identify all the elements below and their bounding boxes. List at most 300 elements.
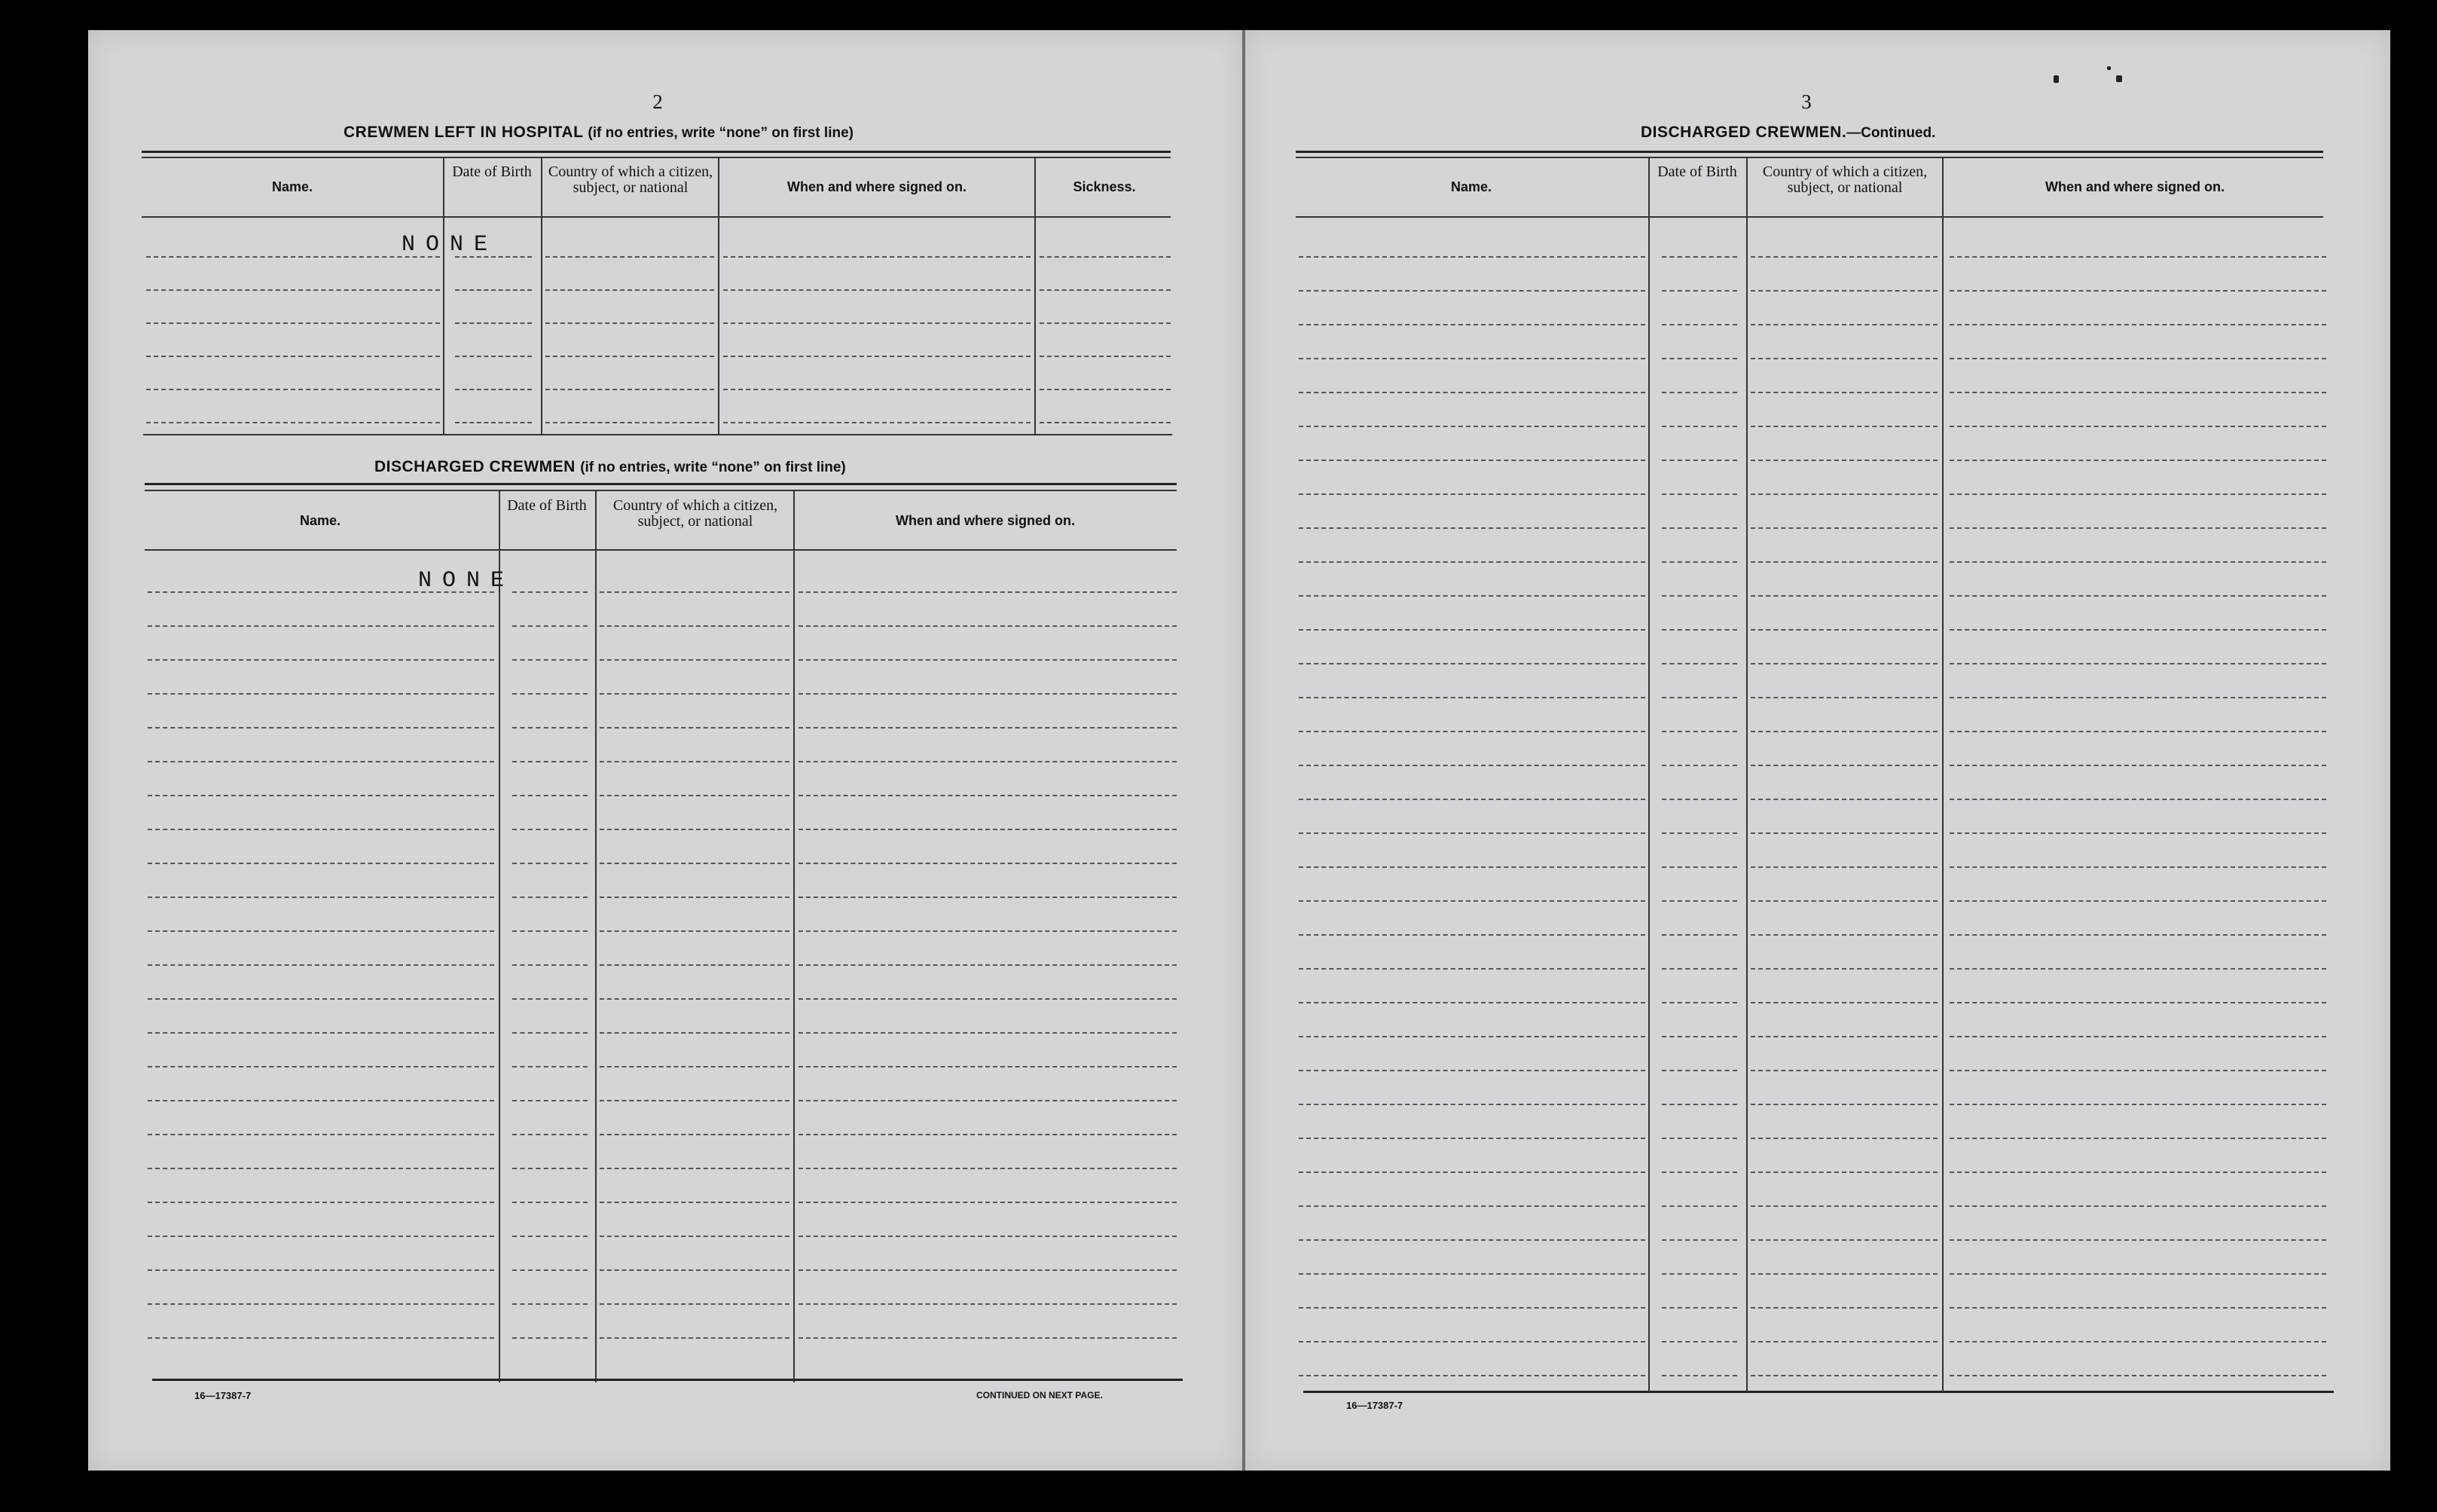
ruled-line xyxy=(1662,968,1737,970)
ruled-line xyxy=(148,795,494,796)
discharged-col-divider xyxy=(793,490,795,1382)
ruled-line xyxy=(1950,765,2326,766)
ruled-line xyxy=(1299,1205,1645,1207)
ruled-line xyxy=(799,1236,1177,1237)
hospital-header-dob: Date of Birth xyxy=(452,163,532,180)
ruled-line xyxy=(1751,663,1938,664)
ruled-line xyxy=(1662,1273,1737,1275)
ruled-line xyxy=(600,1236,789,1237)
ruled-line xyxy=(512,1032,588,1034)
ruled-line xyxy=(1662,392,1737,393)
ruled-line xyxy=(512,591,588,593)
ruled-line xyxy=(1751,731,1938,732)
ruled-line xyxy=(1950,1070,2326,1071)
ruled-line xyxy=(148,727,494,729)
ruled-line xyxy=(1950,866,2326,868)
ruled-line xyxy=(545,289,714,291)
ruled-line xyxy=(1751,1239,1938,1241)
ruled-line xyxy=(600,1303,789,1305)
ruled-line xyxy=(723,356,1031,357)
ruled-line xyxy=(1662,1307,1737,1309)
ruled-line xyxy=(1950,1375,2326,1376)
ruled-line xyxy=(1950,1239,2326,1241)
ruled-line xyxy=(512,795,588,796)
ruled-line xyxy=(723,289,1031,291)
right-header-country: Country of which a citizen, subject, or national xyxy=(1762,163,1928,196)
discharged-top-rule-2 xyxy=(145,490,1177,491)
right-top-rule-2 xyxy=(1296,157,2323,158)
ruled-line xyxy=(1662,900,1737,902)
hospital-title-text: CREWMEN LEFT IN HOSPITAL xyxy=(344,124,584,141)
ruled-line xyxy=(600,795,789,796)
ruled-line xyxy=(1299,527,1645,529)
right-bottom-rule xyxy=(1303,1391,2334,1393)
ruled-line xyxy=(600,761,789,762)
ruled-line xyxy=(1950,697,2326,698)
ruled-line xyxy=(1299,1341,1645,1342)
ruled-line xyxy=(1299,663,1645,664)
ruled-line xyxy=(1950,324,2326,325)
ruled-line xyxy=(1950,595,2326,597)
ruled-line xyxy=(1299,290,1645,292)
ruled-line xyxy=(148,1337,494,1339)
right-page xyxy=(1244,30,2390,1471)
ruled-line xyxy=(1662,358,1737,359)
ruled-line xyxy=(148,625,494,627)
ruled-line xyxy=(600,998,789,1000)
ruled-line xyxy=(1662,799,1737,800)
ruled-line xyxy=(1299,866,1645,868)
ruled-line xyxy=(1950,561,2326,563)
ruled-line xyxy=(455,356,532,357)
ruled-line xyxy=(1299,1002,1645,1003)
ruled-line xyxy=(1751,256,1938,258)
ruled-line xyxy=(146,322,440,324)
ruled-line xyxy=(1299,1104,1645,1105)
ruled-line xyxy=(1950,663,2326,664)
ruled-line xyxy=(1299,595,1645,597)
ruled-line xyxy=(1662,866,1737,868)
ruled-line xyxy=(1950,256,2326,258)
ruled-line xyxy=(1662,493,1737,495)
discharged-instruction: (if no entries, write “none” on first line) xyxy=(580,460,846,475)
ruled-line xyxy=(1950,968,2326,970)
ruled-line xyxy=(1299,493,1645,495)
form-number-right: 16—17387-7 xyxy=(1346,1400,1403,1411)
form-number-left: 16—17387-7 xyxy=(194,1390,252,1401)
ruled-line xyxy=(146,356,440,357)
ruled-line xyxy=(1950,460,2326,461)
ruled-line xyxy=(512,1303,588,1305)
ruled-line xyxy=(512,659,588,661)
ruled-line xyxy=(1751,1138,1938,1139)
ruled-line xyxy=(1299,1307,1645,1309)
ruled-line xyxy=(600,1134,789,1135)
ruled-line xyxy=(148,964,494,966)
ruled-line xyxy=(1299,1171,1645,1173)
ruled-line xyxy=(1751,1205,1938,1207)
ruled-line xyxy=(799,693,1177,695)
ruled-line xyxy=(1751,1341,1938,1342)
ruled-line xyxy=(512,863,588,864)
right-header-dob: Date of Birth xyxy=(1657,163,1737,180)
hospital-none-entry: NONE xyxy=(402,232,499,258)
ruled-line xyxy=(1662,1104,1737,1105)
hospital-instruction: (if no entries, write “none” on first line) xyxy=(588,125,854,141)
ruled-line xyxy=(1299,765,1645,766)
ruled-line xyxy=(1662,1341,1737,1342)
ruled-line xyxy=(799,761,1177,762)
ruled-line xyxy=(1950,1171,2326,1173)
ruled-line xyxy=(799,964,1177,966)
ruled-line xyxy=(148,1134,494,1135)
ruled-line xyxy=(1662,629,1737,631)
ruled-line xyxy=(148,998,494,1000)
ruled-line xyxy=(1040,322,1171,324)
ruled-line xyxy=(148,1202,494,1203)
hospital-header-rule xyxy=(142,216,1171,218)
ruled-line xyxy=(512,727,588,729)
ruled-line xyxy=(1751,460,1938,461)
hospital-bottom-rule xyxy=(143,434,1172,435)
ruled-line xyxy=(1299,1239,1645,1241)
ruled-line xyxy=(600,1337,789,1339)
ruled-line xyxy=(1751,324,1938,325)
continued-note: CONTINUED ON NEXT PAGE. xyxy=(976,1390,1103,1401)
ruled-line xyxy=(1950,832,2326,834)
ruled-line xyxy=(455,322,532,324)
ruled-line xyxy=(512,1236,588,1237)
hospital-col-divider xyxy=(718,157,719,434)
ruled-line xyxy=(1299,900,1645,902)
ruled-line xyxy=(512,693,588,695)
ruled-line xyxy=(146,289,440,291)
ruled-line xyxy=(1751,595,1938,597)
ruled-line xyxy=(512,625,588,627)
ruled-line xyxy=(1662,1036,1737,1037)
ruled-line xyxy=(1950,900,2326,902)
ruled-line xyxy=(148,1168,494,1169)
ruled-line xyxy=(1299,1138,1645,1139)
ruled-line xyxy=(1299,697,1645,698)
ruled-line xyxy=(1950,290,2326,292)
right-col-divider xyxy=(1942,157,1944,1392)
discharged-title-text: DISCHARGED CREWMEN xyxy=(374,458,576,475)
ruled-line xyxy=(1751,629,1938,631)
ruled-line xyxy=(1950,426,2326,427)
ruled-line xyxy=(723,256,1031,258)
ruled-line xyxy=(600,829,789,830)
ruled-line xyxy=(148,1100,494,1101)
hospital-header-sickness: Sickness. xyxy=(1073,179,1136,194)
ruled-line xyxy=(1950,1104,2326,1105)
ruled-line xyxy=(148,829,494,830)
ruled-line xyxy=(1662,527,1737,529)
ruled-line xyxy=(600,863,789,864)
ruled-line xyxy=(1751,1375,1938,1376)
hospital-top-rule xyxy=(142,151,1171,153)
ruled-line xyxy=(1950,799,2326,800)
ruled-line xyxy=(148,930,494,932)
ruled-line xyxy=(799,930,1177,932)
right-top-rule xyxy=(1296,151,2323,153)
ruled-line xyxy=(1299,629,1645,631)
right-col-divider xyxy=(1648,157,1650,1392)
ruled-line xyxy=(1751,1002,1938,1003)
ruled-line xyxy=(799,829,1177,830)
ruled-line xyxy=(1040,389,1171,390)
ruled-line xyxy=(1299,799,1645,800)
page-number-right: 3 xyxy=(1801,90,1812,113)
ruled-line xyxy=(1950,1205,2326,1207)
ruled-line xyxy=(1299,392,1645,393)
ruled-line xyxy=(1662,765,1737,766)
ruled-line xyxy=(1662,256,1737,258)
discharged-header-signed: When and where signed on. xyxy=(895,513,1076,528)
ruled-line xyxy=(512,1168,588,1169)
ruled-line xyxy=(1662,1205,1737,1207)
ruled-line xyxy=(799,625,1177,627)
ruled-line xyxy=(1662,697,1737,698)
ruled-line xyxy=(1662,1138,1737,1139)
ruled-line xyxy=(148,659,494,661)
right-col-divider xyxy=(1746,157,1748,1392)
ruled-line xyxy=(1751,392,1938,393)
ruled-line xyxy=(723,322,1031,324)
discharged-top-rule xyxy=(145,483,1177,485)
ink-mark xyxy=(2116,75,2122,82)
ruled-line xyxy=(1751,561,1938,563)
ruled-line xyxy=(1751,1070,1938,1071)
ruled-line xyxy=(1751,934,1938,936)
discharged-header-name: Name. xyxy=(299,513,341,528)
ruled-line xyxy=(512,930,588,932)
ruled-line xyxy=(1299,1036,1645,1037)
page-gutter xyxy=(1242,30,1245,1471)
ruled-line xyxy=(1751,527,1938,529)
ruled-line xyxy=(512,897,588,898)
ruled-line xyxy=(1662,731,1737,732)
ruled-line xyxy=(799,727,1177,729)
ruled-line xyxy=(1950,934,2326,936)
ruled-line xyxy=(545,389,714,390)
ruled-line xyxy=(600,591,789,593)
ruled-line xyxy=(1950,392,2326,393)
ruled-line xyxy=(1662,934,1737,936)
hospital-col-divider xyxy=(443,157,444,434)
ruled-line xyxy=(799,591,1177,593)
ruled-line xyxy=(799,1269,1177,1271)
continued-title-text: DISCHARGED CREWMEN. xyxy=(1641,124,1847,141)
ruled-line xyxy=(1950,358,2326,359)
ruled-line xyxy=(1299,460,1645,461)
ruled-line xyxy=(1751,765,1938,766)
ruled-line xyxy=(455,422,532,423)
ruled-line xyxy=(799,1032,1177,1034)
ruled-line xyxy=(1751,426,1938,427)
ruled-line xyxy=(1950,1138,2326,1139)
ruled-line xyxy=(799,1168,1177,1169)
ruled-line xyxy=(600,1066,789,1068)
ruled-line xyxy=(1299,1070,1645,1071)
hospital-header-signed: When and where signed on. xyxy=(786,179,967,194)
ruled-line xyxy=(799,659,1177,661)
ruled-line xyxy=(1299,256,1645,258)
ruled-line xyxy=(148,863,494,864)
ruled-line xyxy=(512,761,588,762)
ruled-line xyxy=(512,1066,588,1068)
ruled-line xyxy=(799,998,1177,1000)
ruled-line xyxy=(148,591,494,593)
discharged-col-divider xyxy=(499,490,500,1382)
ruled-line xyxy=(600,693,789,695)
ruled-line xyxy=(799,1202,1177,1203)
ink-mark xyxy=(2054,75,2059,83)
right-header-signed: When and where signed on. xyxy=(2045,179,2225,194)
ruled-line xyxy=(545,356,714,357)
ruled-line xyxy=(1950,629,2326,631)
ruled-line xyxy=(545,322,714,324)
discharged-bottom-rule xyxy=(152,1379,1183,1381)
ruled-line xyxy=(1299,832,1645,834)
ruled-line xyxy=(1751,832,1938,834)
ruled-line xyxy=(1299,561,1645,563)
hospital-top-rule-2 xyxy=(142,157,1171,158)
ruled-line xyxy=(1950,1273,2326,1275)
discharged-header-country: Country of which a citizen, subject, or national xyxy=(612,497,778,530)
ruled-line xyxy=(1662,1239,1737,1241)
ruled-line xyxy=(1299,426,1645,427)
ruled-line xyxy=(600,1168,789,1169)
ruled-line xyxy=(799,795,1177,796)
ruled-line xyxy=(455,389,532,390)
ruled-line xyxy=(455,289,532,291)
ruled-line xyxy=(1662,290,1737,292)
ruled-line xyxy=(600,659,789,661)
ruled-line xyxy=(1299,358,1645,359)
ruled-line xyxy=(1751,290,1938,292)
discharged-col-divider xyxy=(595,490,597,1382)
ruled-line xyxy=(512,1337,588,1339)
ruled-line xyxy=(1751,1273,1938,1275)
ruled-line xyxy=(148,1032,494,1034)
ruled-line xyxy=(146,389,440,390)
ruled-line xyxy=(1751,968,1938,970)
ruled-line xyxy=(1299,324,1645,325)
hospital-section-title xyxy=(344,124,854,142)
ruled-line xyxy=(1662,1171,1737,1173)
ruled-line xyxy=(1751,697,1938,698)
ruled-line xyxy=(600,964,789,966)
ruled-line xyxy=(799,897,1177,898)
hospital-header-country: Country of which a citizen, subject, or national xyxy=(548,163,713,196)
ruled-line xyxy=(1751,900,1938,902)
ruled-line xyxy=(1751,866,1938,868)
ruled-line xyxy=(600,1202,789,1203)
ruled-line xyxy=(799,1337,1177,1339)
ruled-line xyxy=(545,256,714,258)
ruled-line xyxy=(148,1066,494,1068)
ruled-line xyxy=(1040,289,1171,291)
discharged-section-title xyxy=(374,458,846,476)
ink-mark xyxy=(2107,66,2111,70)
ruled-line xyxy=(512,829,588,830)
ruled-line xyxy=(1751,493,1938,495)
ruled-line xyxy=(1299,1273,1645,1275)
ruled-line xyxy=(148,693,494,695)
ruled-line xyxy=(799,1303,1177,1305)
ruled-line xyxy=(1662,832,1737,834)
ruled-line xyxy=(1751,799,1938,800)
ruled-line xyxy=(1662,663,1737,664)
ruled-line xyxy=(1662,1070,1737,1071)
ruled-line xyxy=(512,1100,588,1101)
ruled-line xyxy=(600,1100,789,1101)
ruled-line xyxy=(545,422,714,423)
ruled-line xyxy=(1299,968,1645,970)
ruled-line xyxy=(1662,561,1737,563)
page-number-left: 2 xyxy=(652,90,663,113)
ruled-line xyxy=(600,930,789,932)
ruled-line xyxy=(1662,460,1737,461)
ruled-line xyxy=(148,1269,494,1271)
ruled-line xyxy=(799,1066,1177,1068)
ruled-line xyxy=(1040,356,1171,357)
ruled-line xyxy=(1662,595,1737,597)
ruled-line xyxy=(799,1100,1177,1101)
hospital-col-divider xyxy=(541,157,542,434)
ruled-line xyxy=(1299,934,1645,936)
left-page xyxy=(88,30,1242,1471)
ruled-line xyxy=(1950,1341,2326,1342)
ruled-line xyxy=(1662,426,1737,427)
ruled-line xyxy=(148,897,494,898)
ruled-line xyxy=(1299,731,1645,732)
ruled-line xyxy=(1950,527,2326,529)
ruled-line xyxy=(146,422,440,423)
discharged-header-dob: Date of Birth xyxy=(507,497,587,514)
ruled-line xyxy=(1299,1375,1645,1376)
ruled-line xyxy=(600,1269,789,1271)
ruled-line xyxy=(799,863,1177,864)
ruled-line xyxy=(1662,324,1737,325)
ruled-line xyxy=(148,761,494,762)
ruled-line xyxy=(512,1269,588,1271)
ruled-line xyxy=(600,897,789,898)
ruled-line xyxy=(146,256,440,258)
ruled-line xyxy=(512,964,588,966)
ruled-line xyxy=(799,1134,1177,1135)
ruled-line xyxy=(1751,358,1938,359)
ruled-line xyxy=(148,1236,494,1237)
ruled-line xyxy=(723,422,1031,423)
ruled-line xyxy=(1950,1002,2326,1003)
ruled-line xyxy=(600,1032,789,1034)
ruled-line xyxy=(512,1134,588,1135)
ruled-line xyxy=(1662,1002,1737,1003)
ruled-line xyxy=(1751,1171,1938,1173)
ruled-line xyxy=(1751,1036,1938,1037)
ruled-line xyxy=(1662,1375,1737,1376)
ruled-line xyxy=(455,256,532,258)
discharged-header-rule xyxy=(145,549,1177,551)
ruled-line xyxy=(1751,1307,1938,1309)
right-header-rule xyxy=(1296,216,2323,218)
ruled-line xyxy=(600,727,789,729)
ruled-line xyxy=(1950,1307,2326,1309)
ruled-line xyxy=(512,1202,588,1203)
right-header-name: Name. xyxy=(1450,179,1492,194)
